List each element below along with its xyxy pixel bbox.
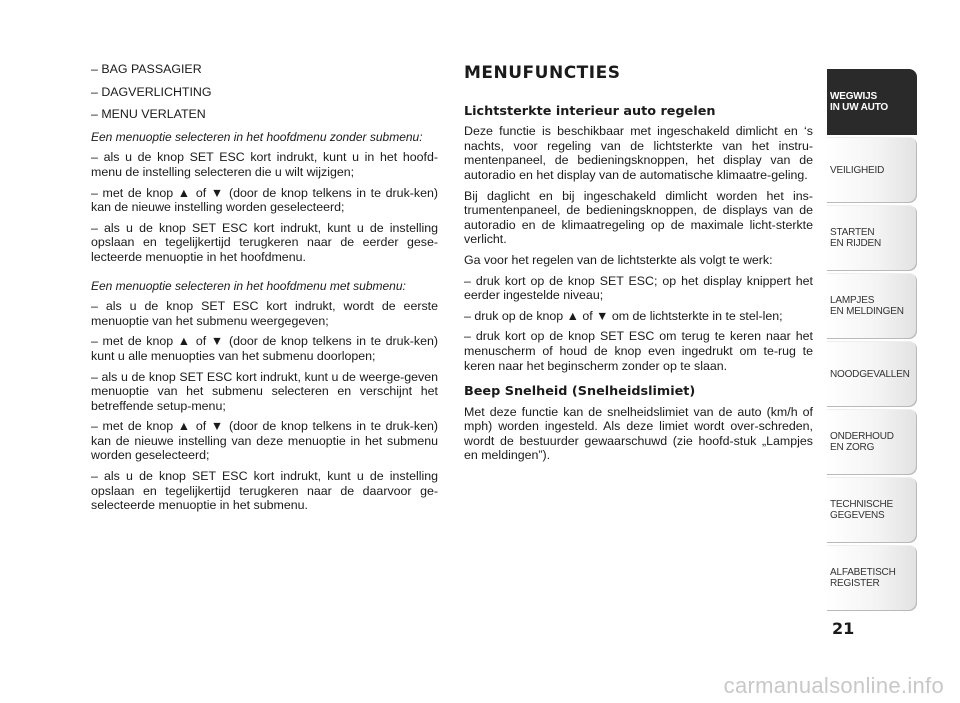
tab-onderhoud[interactable]: ONDERHOUD EN ZORG xyxy=(827,409,917,475)
list-item: – DAGVERLICHTING xyxy=(91,84,212,99)
paragraph: Deze functie is beschikbaar met ingeschakeld dimlicht en ‘s nachts, voor regeling van de lichtsterkte van het instru-mentenpaneel, de bedieningsknoppen, het display van de autoradio en het display van de automatische klimaatre-geling. xyxy=(464,124,813,182)
paragraph: – met de knop ▲ of ▼ (door de knop telkens in te druk-ken) kunt u alle menuopties van het submenu doorlopen; xyxy=(91,334,438,363)
chapter-tabs xyxy=(827,69,917,613)
paragraph: – als u de knop SET ESC kort indrukt, kunt u in het hoofd-menu de instelling selecteren die u wilt wijzigen; xyxy=(91,150,438,179)
paragraph: Met deze functie kan de snelheidslimiet van de auto (km/h of mph) worden ingesteld. Als deze limiet wordt over-schreden, wordt de bestuurder gewaarschuwd (zie hoofd-stuk „Lampjes en meldingen”). xyxy=(464,404,813,463)
tab-wegwijs[interactable]: WEGWIJS IN UW AUTO xyxy=(827,69,917,135)
paragraph: Bij daglicht en bij ingeschakeld dimlicht worden het ins-trumentenpaneel, de bedieningsknoppen, de displays van de autoradio en de klimaatregeling op de maximale licht-sterkte verlicht. xyxy=(464,188,813,247)
paragraph: – met de knop ▲ of ▼ (door de knop telkens in te druk-ken) kan de nieuwe instelling van deze menuoptie in het submenu worden geselecteerd; xyxy=(91,419,438,463)
section-title-speed-beep: Beep Snelheid (Snelheidslimiet) xyxy=(464,384,696,400)
tab-noodgevallen[interactable]: NOODGEVALLEN xyxy=(827,341,917,407)
tab-lampjes[interactable]: LAMPJES EN MELDINGEN xyxy=(827,273,917,339)
paragraph: – druk kort op de knop SET ESC; op het display knippert het eerder ingestelde niveau; xyxy=(464,273,813,303)
page-title: MENUFUNCTIES xyxy=(464,63,621,83)
section-heading-with-submenu: Een menuoptie selecteren in het hoofdmenu met submenu: xyxy=(91,278,406,293)
paragraph: – druk kort op de knop SET ESC om terug te keren naar het menuscherm of houd de knop even ingedrukt om te-rug te keren naar het beginscherm zonder op te slaan. xyxy=(464,329,813,373)
tab-veiligheid[interactable]: VEILIGHEID xyxy=(827,137,917,203)
tab-starten[interactable]: STARTEN EN RIJDEN xyxy=(827,205,917,271)
left-column xyxy=(91,62,438,519)
paragraph: – als u de knop SET ESC kort indrukt, kunt u de instelling opslaan en tegelijkertijd terugkeren naar de daarvoor ge-selecteerde menuoptie in het submenu. xyxy=(91,469,438,513)
paragraph: – druk op de knop ▲ of ▼ om de lichtsterkte in te stel-len; xyxy=(464,308,783,323)
paragraph: – als u de knop SET ESC kort indrukt, kunt u de weerge-geven menuoptie van het submenu selecteren en verschijnt het betreffende setup-menu; xyxy=(91,369,438,413)
watermark: carmanualsonline.info xyxy=(723,673,944,698)
tab-technische[interactable]: TECHNISCHE GEGEVENS xyxy=(827,477,917,543)
paragraph: – met de knop ▲ of ▼ (door de knop telkens in te druk-ken) kan de nieuwe instelling worden geselecteerd; xyxy=(91,185,438,215)
paragraph: – als u de knop SET ESC kort indrukt, wordt de eerste menuoptie van het submenu weergegeven; xyxy=(91,299,438,328)
paragraph: – als u de knop SET ESC kort indrukt, kunt u de instelling opslaan en tegelijkertijd terugkeren naar de eerder gese-lecteerde menuoptie in het hoofdmenu. xyxy=(91,220,438,264)
paragraph: Ga voor het regelen van de lichtsterkte als volgt te werk: xyxy=(464,252,773,267)
page-number: 21 xyxy=(832,619,855,638)
list-item: – MENU VERLATEN xyxy=(91,107,206,122)
section-title-interior-brightness: Lichtsterkte interieur auto regelen xyxy=(464,103,716,119)
list-item: – BAG PASSAGIER xyxy=(91,62,202,76)
section-heading-no-submenu: Een menuoptie selecteren in het hoofdmenu zonder submenu: xyxy=(91,129,423,144)
right-column xyxy=(464,62,813,469)
tab-alfabetisch[interactable]: ALFABETISCH REGISTER xyxy=(827,545,917,611)
